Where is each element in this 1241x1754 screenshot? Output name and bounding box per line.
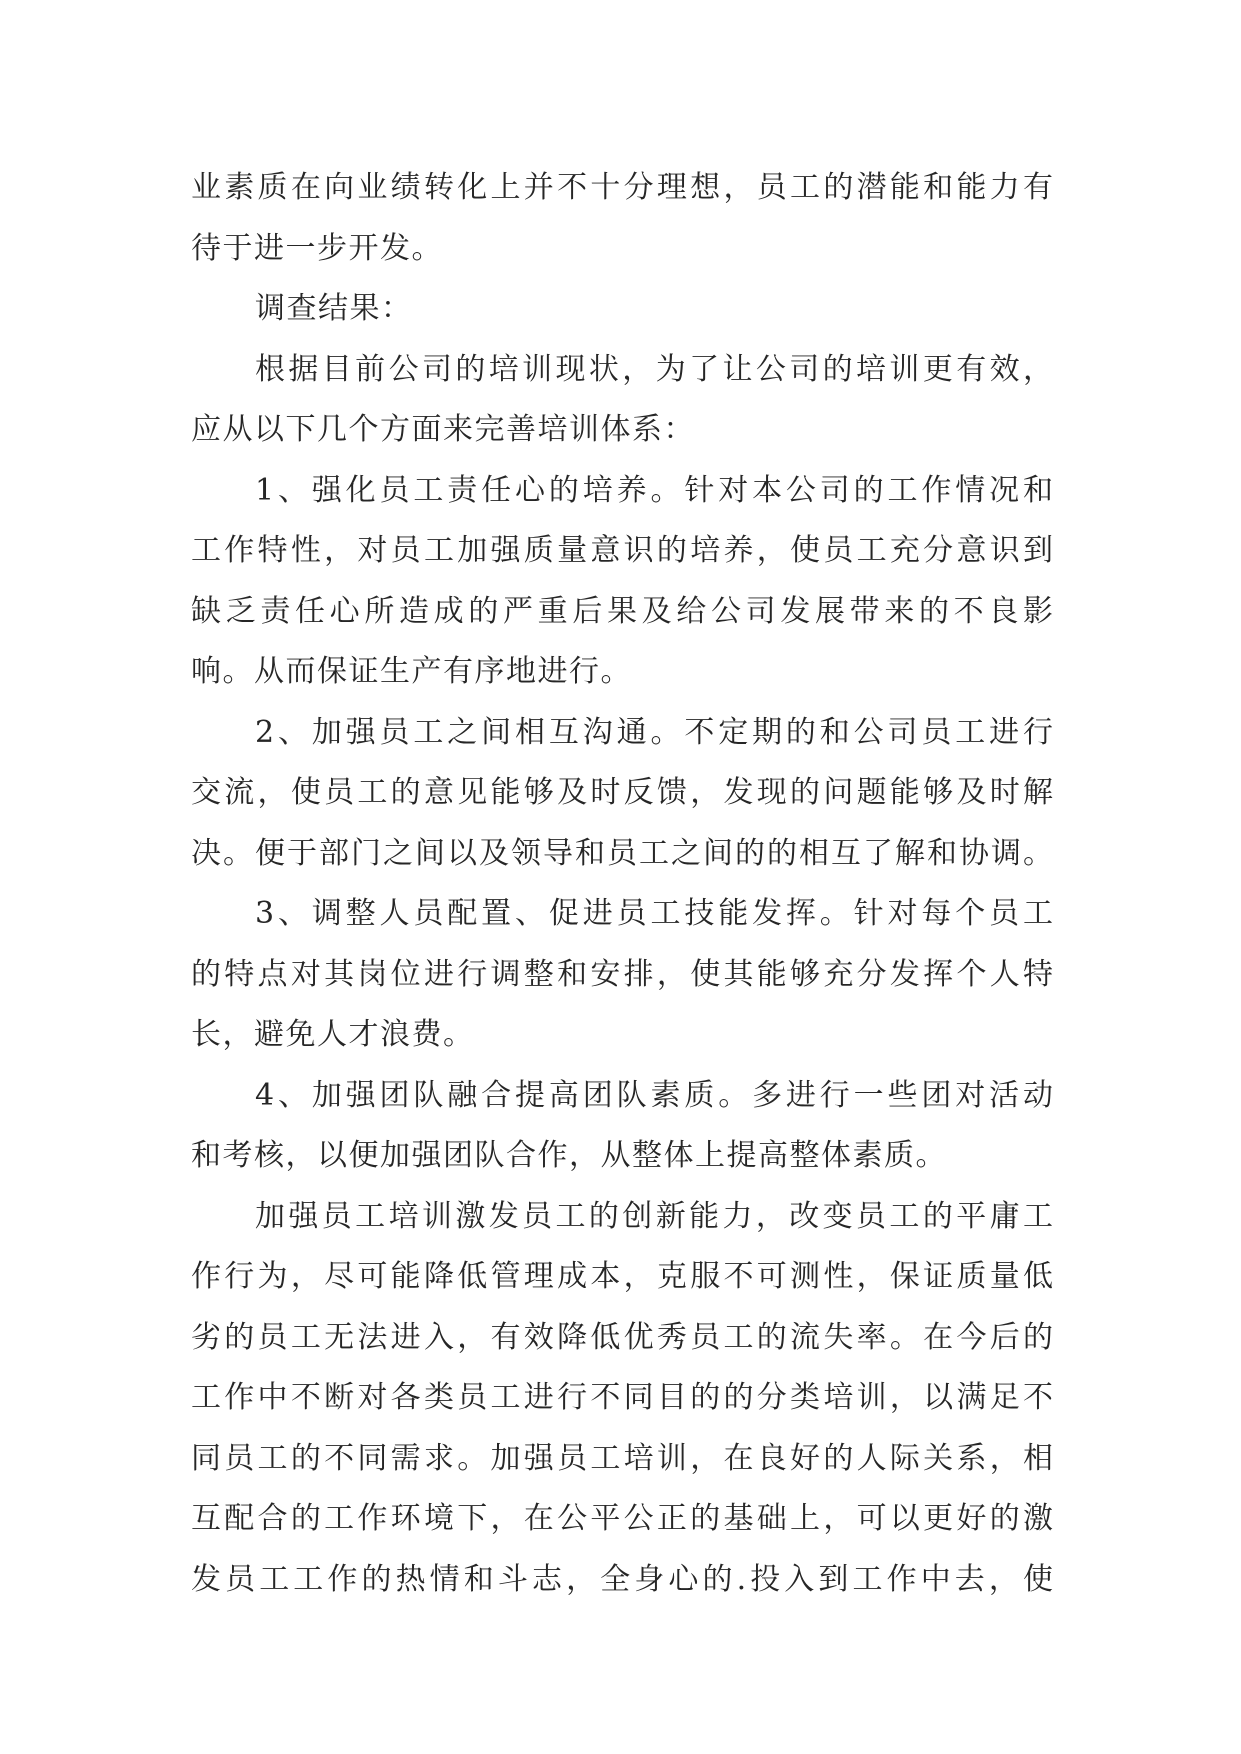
text-line: 响。从而保证生产有序地进行。	[191, 654, 632, 689]
text-line: 交流，使员工的意见能够及时反馈，发现的问题能够及时解	[191, 775, 1053, 810]
text-line: 同员工的不同需求。加强员工培训，在良好的人际关系，相	[191, 1440, 1053, 1476]
text-line: 3、调整人员配置、促进员工技能发挥。针对每个员工	[255, 896, 1053, 931]
text-line: 调查结果：	[255, 291, 413, 326]
text-line: 缺乏责任心所造成的严重后果及给公司发展带来的不良影	[191, 593, 1053, 629]
text-line: 1、强化员工责任心的培养。针对本公司的工作情况和	[255, 472, 1053, 508]
text-line: 发员工工作的热情和斗志，全身心的.投入到工作中去，使	[191, 1561, 1053, 1597]
body-text	[191, 158, 1053, 1610]
text-line: 工作中不断对各类员工进行不同目的的分类培训，以满足不	[191, 1380, 1053, 1415]
text-line: 和考核，以便加强团队合作，从整体上提高整体素质。	[191, 1138, 947, 1173]
text-line: 4、加强团队融合提高团队素质。多进行一些团对活动	[255, 1077, 1053, 1113]
text-line: 加强员工培训激发员工的创新能力，改变员工的平庸工	[255, 1198, 1053, 1234]
text-line: 业素质在向业绩转化上并不十分理想，员工的潜能和能力有	[191, 170, 1053, 205]
text-line: 根据目前公司的培训现状，为了让公司的培训更有效，	[255, 351, 1053, 387]
text-line: 互配合的工作环境下，在公平公正的基础上，可以更好的激	[191, 1501, 1053, 1536]
text-line: 的特点对其岗位进行调整和安排，使其能够充分发挥个人特	[191, 956, 1053, 992]
text-line: 长，避免人才浪费。	[191, 1017, 475, 1052]
text-line: 决。便于部门之间以及领导和员工之间的的相互了解和协调。	[191, 835, 1053, 871]
text-line: 待于进一步开发。	[191, 230, 443, 266]
text-line: 工作特性，对员工加强质量意识的培养，使员工充分意识到	[191, 533, 1053, 568]
text-line: 2、加强员工之间相互沟通。不定期的和公司员工进行	[255, 714, 1053, 750]
text-line: 劣的员工无法进入，有效降低优秀员工的流失率。在今后的	[191, 1319, 1053, 1355]
text-line: 应从以下几个方面来完善培训体系：	[191, 412, 695, 447]
text-line: 作行为，尽可能降低管理成本，克服不可测性，保证质量低	[191, 1259, 1053, 1294]
